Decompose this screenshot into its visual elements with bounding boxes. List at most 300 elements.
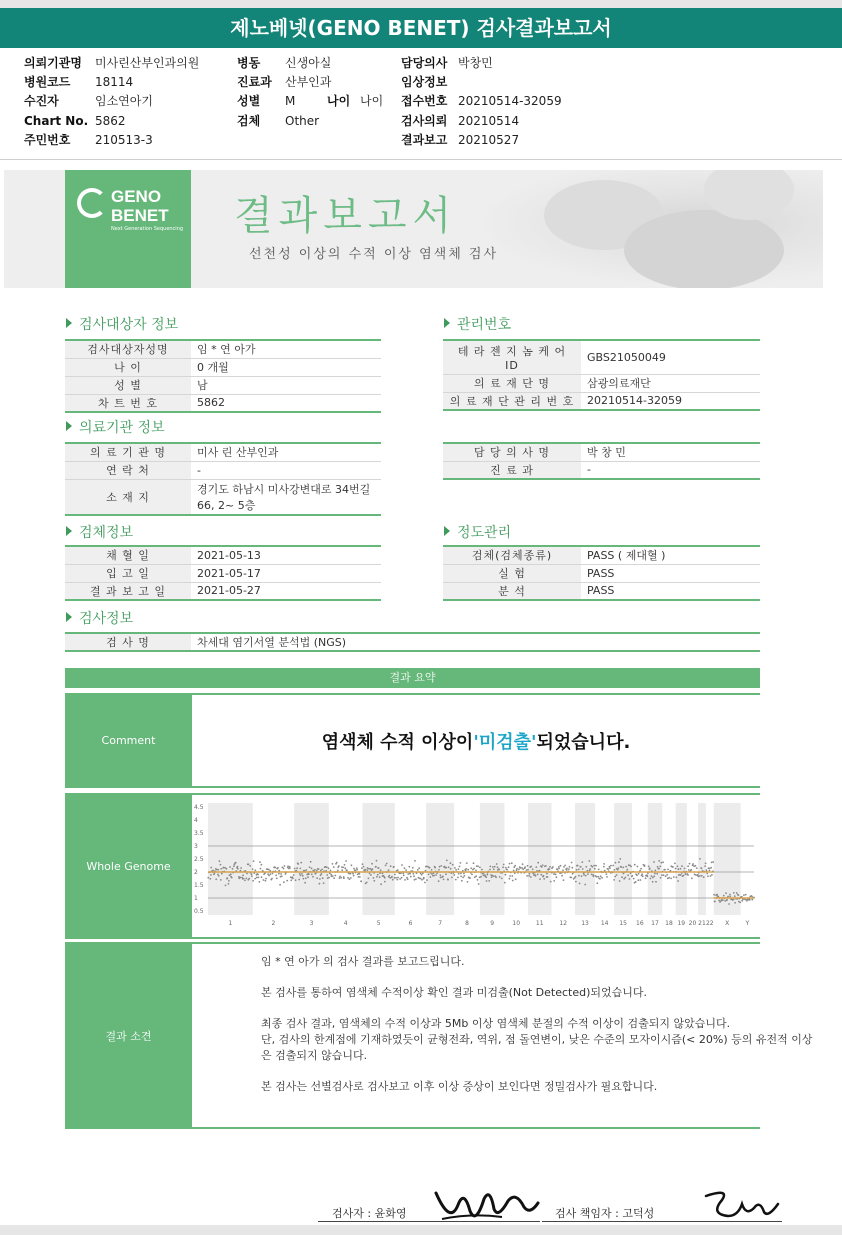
meta-label: 결과보고 <box>401 133 448 147</box>
data-point <box>452 864 454 866</box>
data-point <box>674 863 676 865</box>
data-point <box>516 868 518 870</box>
data-point <box>460 875 462 877</box>
data-point <box>318 868 320 870</box>
data-point <box>651 875 653 877</box>
data-point <box>305 869 307 871</box>
data-point <box>597 876 599 878</box>
data-point <box>297 863 299 865</box>
data-point <box>258 877 260 879</box>
data-point <box>403 874 405 876</box>
data-point <box>352 873 354 875</box>
data-point <box>226 868 228 870</box>
data-point <box>259 861 261 863</box>
data-point <box>251 873 253 875</box>
top-bar <box>0 0 842 8</box>
tester-label: 검사자 : 윤화영 <box>332 1207 407 1220</box>
data-point <box>337 870 339 872</box>
table-key: 의 료 기 관 명 <box>65 443 191 461</box>
x-tick-label: 8 <box>465 920 469 927</box>
data-point <box>405 869 407 871</box>
data-point <box>749 899 751 901</box>
data-point <box>506 869 508 871</box>
data-point <box>392 879 394 881</box>
data-point <box>502 866 504 868</box>
data-point <box>596 876 598 878</box>
data-point <box>375 866 377 868</box>
findings-paragraph <box>261 954 821 970</box>
data-point <box>603 866 605 868</box>
data-point <box>638 873 640 875</box>
data-point <box>558 868 560 870</box>
data-point <box>261 864 263 866</box>
data-point <box>442 876 444 878</box>
data-point <box>575 881 577 883</box>
chevron-right-icon <box>66 318 72 328</box>
data-point <box>689 863 691 865</box>
data-point <box>230 873 232 875</box>
data-point <box>345 860 347 862</box>
data-point <box>418 867 420 869</box>
data-point <box>566 868 568 870</box>
data-point <box>310 861 312 863</box>
data-point <box>701 867 703 869</box>
chromosome-points-20 <box>686 863 698 880</box>
x-tick-label: 15 <box>619 920 627 927</box>
data-point <box>701 875 703 877</box>
data-point <box>460 862 462 864</box>
data-point <box>503 864 505 866</box>
data-point <box>412 873 414 875</box>
data-point <box>479 867 481 869</box>
data-point <box>396 879 398 881</box>
data-point <box>356 867 358 869</box>
data-point <box>235 862 237 864</box>
data-point <box>552 866 554 868</box>
findings-line: 임 * 연 아가 의 검사 결과를 보고드립니다. <box>261 955 465 968</box>
data-point <box>618 867 620 869</box>
logo-mark-icon <box>77 188 107 218</box>
data-point <box>696 867 698 869</box>
table-key: 결 과 보 고 일 <box>65 582 191 600</box>
data-point <box>496 863 498 865</box>
meta-label: 접수번호 <box>401 94 448 108</box>
data-point <box>356 869 358 871</box>
data-point <box>210 874 212 876</box>
data-point <box>343 877 345 879</box>
section-title-text: 검사정보 <box>79 611 134 627</box>
data-point <box>376 876 378 878</box>
data-point <box>334 875 336 877</box>
data-point <box>587 873 589 875</box>
data-point <box>344 864 346 866</box>
data-point <box>583 874 585 876</box>
x-tick-label: 16 <box>636 920 644 927</box>
data-point <box>667 869 669 871</box>
data-point <box>540 874 542 876</box>
table-value: 0 개월 <box>197 361 229 374</box>
data-point <box>714 901 716 903</box>
data-point <box>487 874 489 876</box>
table-row <box>443 582 760 600</box>
data-point <box>252 880 254 882</box>
data-point <box>497 866 499 868</box>
data-point <box>639 870 641 872</box>
data-point <box>363 866 365 868</box>
data-point <box>564 865 566 867</box>
data-point <box>745 899 747 901</box>
data-point <box>353 875 355 877</box>
section-title-text: 검사대상자 정보 <box>79 317 179 333</box>
data-point <box>513 870 515 872</box>
data-point <box>509 878 511 880</box>
chromosome-points-2 <box>252 860 294 886</box>
table-value: 20210514-32059 <box>587 394 682 408</box>
data-point <box>511 875 513 877</box>
data-point <box>579 883 581 885</box>
data-point <box>475 875 477 877</box>
data-point <box>631 875 633 877</box>
data-point <box>684 868 686 870</box>
data-point <box>225 885 227 887</box>
data-point <box>406 877 408 879</box>
data-point <box>434 867 436 869</box>
meta-value: 20210514 <box>458 114 520 128</box>
data-point <box>448 866 450 868</box>
data-point <box>660 862 662 864</box>
data-point <box>307 876 309 878</box>
meta-age <box>327 92 397 111</box>
data-point <box>629 878 631 880</box>
data-point <box>299 868 301 870</box>
data-point <box>711 874 713 876</box>
data-point <box>477 865 479 867</box>
data-point <box>528 875 530 877</box>
data-point <box>440 874 442 876</box>
x-tick-label: 22 <box>705 920 714 927</box>
data-point <box>582 868 584 870</box>
data-point <box>330 870 332 872</box>
table-key: 검사대상자성명 <box>65 340 191 358</box>
data-point <box>593 865 595 867</box>
data-point <box>617 869 619 871</box>
data-point <box>305 877 307 879</box>
data-point <box>311 873 313 875</box>
whole-genome-block <box>65 793 760 939</box>
table-row <box>443 546 760 564</box>
findings-line: 본 검사는 선별검사로 검사보고 이후 이상 증상이 보인다면 정밀검사가 필요합니다. <box>261 1080 658 1093</box>
data-point <box>425 870 427 872</box>
data-point <box>561 875 563 877</box>
meta-value: 20210527 <box>458 133 520 147</box>
data-point <box>562 869 564 871</box>
data-point <box>581 875 583 877</box>
table-row <box>65 564 381 582</box>
data-point <box>346 870 348 872</box>
table-value: 임 * 연 아가 <box>197 343 256 357</box>
data-point <box>704 865 706 867</box>
data-point <box>751 899 753 901</box>
meta-label: 주민번호 <box>24 133 71 147</box>
data-point <box>601 877 603 879</box>
data-point <box>229 866 231 868</box>
data-point <box>223 867 225 869</box>
x-tick-label: Y <box>745 920 750 927</box>
data-point <box>252 868 254 870</box>
data-point <box>661 874 663 876</box>
data-point <box>556 868 558 870</box>
mgmt-info-table <box>443 339 760 411</box>
x-tick-label: 20 <box>688 920 697 927</box>
qc-info-table <box>443 545 760 601</box>
meta-label: 병동 <box>237 56 261 70</box>
meta-row <box>24 92 224 111</box>
data-point <box>594 868 596 870</box>
meta-row <box>24 73 224 92</box>
data-point <box>621 876 623 878</box>
data-point <box>630 866 632 868</box>
data-point <box>733 899 735 901</box>
data-point <box>312 876 314 878</box>
data-point <box>228 880 230 882</box>
data-point <box>542 864 544 866</box>
data-point <box>547 876 549 878</box>
data-point <box>541 866 543 868</box>
data-point <box>475 870 477 872</box>
meta-row <box>24 54 224 73</box>
data-point <box>233 865 235 867</box>
meta-label: 병원코드 <box>24 75 71 89</box>
data-point <box>603 863 605 865</box>
meta-row <box>24 112 224 131</box>
data-point <box>709 868 711 870</box>
x-tick-label: 14 <box>600 920 609 927</box>
data-point <box>672 866 674 868</box>
data-point <box>616 874 618 876</box>
data-point <box>550 881 552 883</box>
data-point <box>513 866 515 868</box>
data-point <box>239 877 241 879</box>
data-point <box>237 866 239 868</box>
data-point <box>571 862 573 864</box>
data-point <box>504 882 506 884</box>
data-point <box>709 870 711 872</box>
data-point <box>355 870 357 872</box>
logo-subtitle: Next Generation Sequencing <box>111 226 184 232</box>
data-point <box>677 868 679 870</box>
data-point <box>369 873 371 875</box>
data-point <box>673 876 675 878</box>
data-point <box>371 863 373 865</box>
data-point <box>556 876 558 878</box>
meta-age-value: 나이 <box>360 94 384 108</box>
data-point <box>563 866 565 868</box>
data-point <box>380 883 382 885</box>
data-point <box>424 882 426 884</box>
data-point <box>391 876 393 878</box>
table-value: 경기도 하남시 미사강변대로 34번길 66, 2~ 5층 <box>197 482 371 512</box>
data-point <box>220 864 222 866</box>
data-point <box>339 877 341 879</box>
data-point <box>695 874 697 876</box>
data-point <box>350 873 352 875</box>
data-point <box>309 866 311 868</box>
data-point <box>284 865 286 867</box>
data-point <box>265 878 267 880</box>
chromosome-points-18 <box>662 861 677 879</box>
data-point <box>245 878 247 880</box>
table-key: 실 험 <box>443 564 581 582</box>
data-point <box>294 868 296 870</box>
meta-label: 임상정보 <box>401 75 448 89</box>
data-point <box>707 875 709 877</box>
data-point <box>555 874 557 876</box>
data-point <box>314 869 316 871</box>
data-point <box>388 869 390 871</box>
data-point <box>326 874 328 876</box>
data-point <box>691 877 693 879</box>
meta-block <box>0 48 842 160</box>
table-key: 성 별 <box>65 376 191 394</box>
x-tick-label: 2 <box>271 920 276 927</box>
data-point <box>280 873 282 875</box>
data-point <box>644 865 646 867</box>
data-point <box>360 880 362 882</box>
meta-row <box>401 112 601 131</box>
data-point <box>575 876 577 878</box>
data-point <box>431 869 433 871</box>
x-tick-label: 12 <box>559 920 568 927</box>
meta-value: 신생아실 <box>285 56 332 70</box>
data-point <box>610 865 612 867</box>
findings-paragraph <box>261 1016 821 1064</box>
data-point <box>654 873 656 875</box>
data-point <box>553 873 555 875</box>
table-key: 차 트 번 호 <box>65 394 191 412</box>
data-point <box>417 869 419 871</box>
data-point <box>277 867 279 869</box>
data-point <box>304 882 306 884</box>
data-point <box>690 869 692 871</box>
data-point <box>281 875 283 877</box>
data-point <box>243 878 245 880</box>
data-point <box>477 879 479 881</box>
data-point <box>394 874 396 876</box>
data-point <box>494 866 496 868</box>
data-point <box>501 878 503 880</box>
findings-paragraph <box>261 985 821 1001</box>
data-point <box>480 876 482 878</box>
table-row <box>65 546 381 564</box>
data-point <box>553 880 555 882</box>
meta-row <box>401 92 601 111</box>
data-point <box>653 861 655 863</box>
data-point <box>695 865 697 867</box>
data-point <box>407 873 409 875</box>
data-point <box>705 862 707 864</box>
data-point <box>535 875 537 877</box>
table-row <box>443 392 760 410</box>
data-point <box>316 877 318 879</box>
data-point <box>451 877 453 879</box>
meta-value: 임소연아기 <box>95 94 153 108</box>
data-point <box>505 867 507 869</box>
x-tick-label: 5 <box>376 920 381 927</box>
data-point <box>473 862 475 864</box>
data-point <box>725 892 727 894</box>
data-point <box>648 866 650 868</box>
data-point <box>404 867 406 869</box>
data-point <box>716 894 718 896</box>
chromosome-points-14 <box>594 863 615 884</box>
meta-label: 의뢰기관명 <box>24 56 82 70</box>
data-point <box>724 900 726 902</box>
data-point <box>652 877 654 879</box>
data-point <box>627 874 629 876</box>
chevron-right-icon <box>66 612 72 622</box>
data-point <box>384 881 386 883</box>
x-tick-label: 10 <box>512 920 521 927</box>
data-point <box>642 875 644 877</box>
data-point <box>457 877 459 879</box>
table-key: 의 료 재 단 명 <box>443 374 581 392</box>
data-point <box>656 873 658 875</box>
table-row <box>443 374 760 392</box>
data-point <box>295 879 297 881</box>
data-point <box>401 864 403 866</box>
meta-label: 수진자 <box>24 94 59 108</box>
data-point <box>303 878 305 880</box>
data-point <box>344 867 346 869</box>
data-point <box>692 863 694 865</box>
data-point <box>606 876 608 878</box>
data-point <box>592 866 594 868</box>
data-point <box>340 877 342 879</box>
y-tick-label: 2.5 <box>194 856 204 863</box>
logo-line2: BENET <box>111 206 169 225</box>
section-title-mgmt <box>444 314 511 334</box>
data-point <box>231 877 233 879</box>
data-point <box>626 869 628 871</box>
data-point <box>431 873 433 875</box>
data-point <box>290 879 292 881</box>
data-point <box>397 877 399 879</box>
comment-block <box>65 693 760 788</box>
table-key: 소 재 지 <box>65 479 191 515</box>
doctor-info-table <box>443 442 760 480</box>
table-value: 미사 린 산부인과 <box>197 446 279 460</box>
table-value: 2021-05-13 <box>197 548 261 562</box>
table-row <box>443 443 760 461</box>
data-point <box>703 876 705 878</box>
data-point <box>376 860 378 862</box>
table-value: - <box>587 463 591 477</box>
data-point <box>415 878 417 880</box>
comment-highlight: '미검출' <box>473 731 537 753</box>
data-point <box>388 875 390 877</box>
findings-line: 최종 검사 결과, 염색체의 수적 이상과 5Mb 이상 염색체 분절의 수적 이상이 검출되지 않았습니다. <box>261 1017 731 1030</box>
table-value: - <box>197 463 201 477</box>
table-value: 2021-05-27 <box>197 584 261 598</box>
data-point <box>289 867 291 869</box>
data-point <box>319 878 321 880</box>
data-point <box>663 874 665 876</box>
data-point <box>209 878 211 880</box>
x-tick-label: 9 <box>490 920 495 927</box>
data-point <box>633 878 635 880</box>
data-point <box>298 879 300 881</box>
data-point <box>254 878 256 880</box>
